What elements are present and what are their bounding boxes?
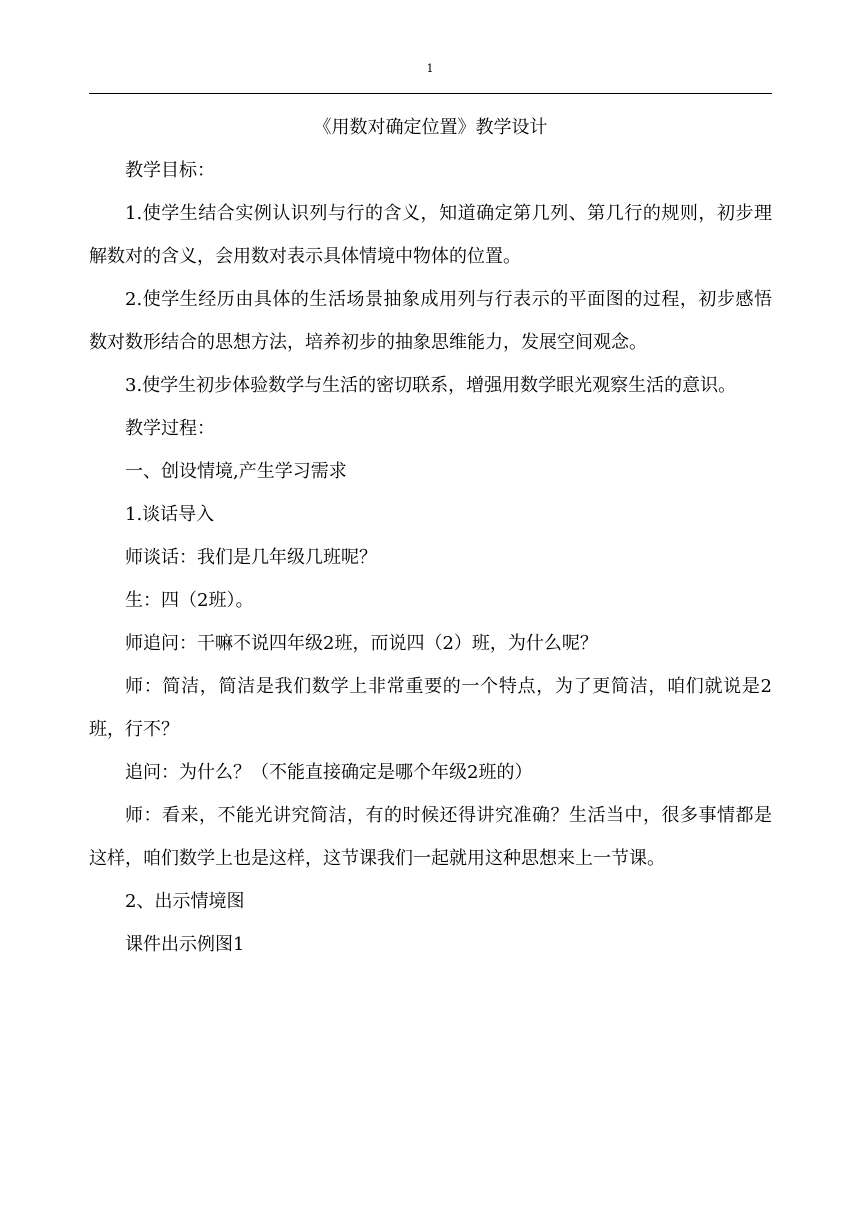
step-heading-1: 1.谈话导入 (125, 504, 215, 525)
body-paragraph: 课件出示例图1 (125, 934, 245, 955)
dialogue-line: 师：看来，不能光讲究简洁，有的时候还得讲究准确？生活当中，很多事情都是这样，咱们数学上也是这样，这节课我们一起就用这种思想来上一节课。 (89, 805, 772, 869)
dialogue-line: 生：四（2班）。 (125, 590, 254, 611)
document-body (89, 106, 772, 966)
document-title: 《用数对确定位置》教学设计 (313, 117, 548, 138)
dialogue-line: 师：简洁，简洁是我们数学上非常重要的一个特点，为了更简洁，咱们就说是2班，行不？ (89, 676, 772, 740)
step-heading-2: 2、出示情境图 (125, 891, 245, 912)
section-heading-process: 教学过程： (125, 418, 215, 439)
objective-1: 1.使学生结合实例认识列与行的含义，知道确定第几列、第几行的规则，初步理解数对的含义，会用数对表示具体情境中物体的位置。 (89, 203, 772, 267)
objective-2: 2.使学生经历由具体的生活场景抽象成用列与行表示的平面图的过程，初步感悟数对数形结合的思想方法，培养初步的抽象思维能力，发展空间观念。 (89, 289, 772, 353)
objective-3: 3.使学生初步体验数学与生活的密切联系，增强用数学眼光观察生活的意识。 (125, 375, 737, 396)
dialogue-line: 师谈话：我们是几年级几班呢？ (125, 547, 377, 568)
dialogue-line: 师追问：干嘛不说四年级2班，而说四（2）班，为什么呢？ (125, 633, 598, 654)
dialogue-line: 追问：为什么？（不能直接确定是哪个年级2班的） (125, 762, 533, 783)
page-number: 1 (426, 62, 434, 75)
header-divider (89, 93, 772, 94)
subsection-heading-1: 一、创设情境,产生学习需求 (125, 461, 347, 482)
section-heading-objectives: 教学目标： (125, 160, 215, 181)
